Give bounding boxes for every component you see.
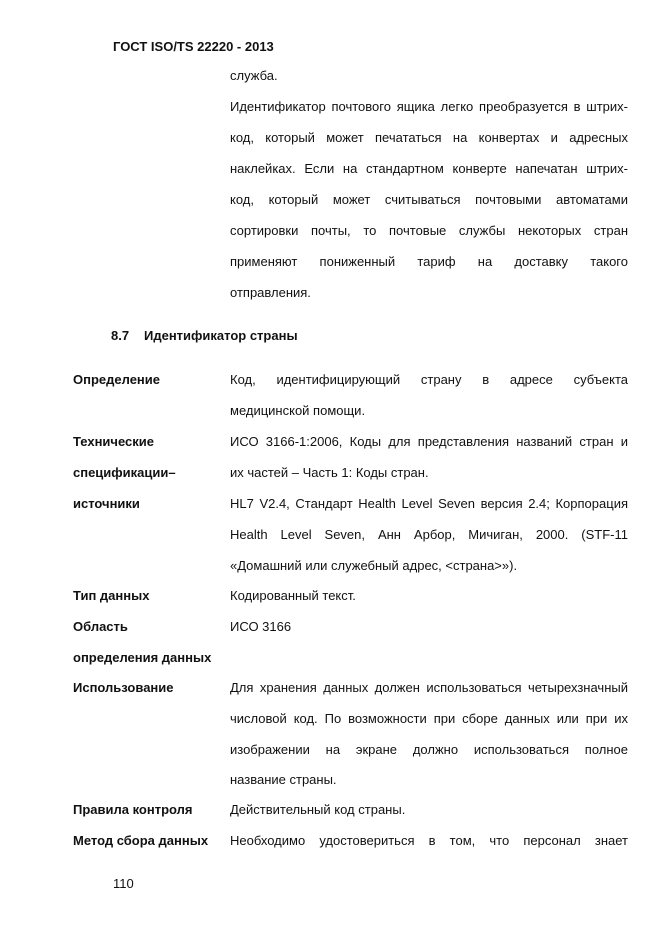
usage-line: Для хранения данных должен использоваться четырехзначный xyxy=(230,680,628,695)
intro-line: наклейках. Если на стандартном конверте напечатан штрих- xyxy=(230,161,628,176)
specs-line: «Домашний или служебный адрес, <страна>»). xyxy=(230,558,518,573)
usage-label: Использование xyxy=(73,680,174,695)
collection-label: Метод сбора данных xyxy=(73,833,209,848)
domain-label-line: Область xyxy=(73,619,128,634)
intro-line: применяют пониженный тариф на доставку такого xyxy=(230,254,628,269)
intro-line: отправления. xyxy=(230,285,311,300)
datatype-value: Кодированный текст. xyxy=(230,588,356,603)
usage-line: название страны. xyxy=(230,772,337,787)
specs-label-line: источники xyxy=(73,496,140,511)
collection-line: Необходимо удостовериться в том, что персонал знает xyxy=(230,833,628,848)
intro-line: служба. xyxy=(230,68,278,83)
section-number: 8.7 xyxy=(111,328,130,343)
specs-line: Health Level Seven, Анн Арбор, Мичиган, 2000. (STF-11 xyxy=(230,527,628,542)
intro-line: код, который может считываться почтовыми автоматами xyxy=(230,192,628,207)
domain-value: ИСО 3166 xyxy=(230,619,292,634)
definition-label: Определение xyxy=(73,372,161,387)
domain-label-line: определения данных xyxy=(73,650,212,665)
specs-label-line: спецификации– xyxy=(73,465,176,480)
section-title: Идентификатор страны xyxy=(144,328,298,343)
datatype-label: Тип данных xyxy=(73,588,150,603)
specs-line: их частей – Часть 1: Коды стран. xyxy=(230,465,429,480)
usage-line: изображении на экране должно использоваться полное xyxy=(230,742,628,757)
usage-line: числовой код. По возможности при сборе данных или при их xyxy=(230,711,628,726)
definition-line: Код, идентифицирующий страну в адресе субъекта xyxy=(230,372,628,387)
specs-line: ИСО 3166-1:2006, Коды для представления названий стран и xyxy=(230,434,628,449)
page-number: 110 xyxy=(113,876,134,891)
specs-label-line: Технические xyxy=(73,434,154,449)
intro-line: Идентификатор почтового ящика легко преобразуется в штрих- xyxy=(230,99,628,114)
validation-label: Правила контроля xyxy=(73,802,193,817)
intro-line: сортировки почты, то почтовые службы некоторых стран xyxy=(230,223,628,238)
document-header: ГОСТ ISO/TS 22220 - 2013 xyxy=(113,39,274,54)
specs-line: HL7 V2.4, Стандарт Health Level Seven версия 2.4; Корпорация xyxy=(230,496,628,511)
validation-value: Действительный код страны. xyxy=(230,802,406,817)
intro-line: код, который может печататься на конвертах и адресных xyxy=(230,130,628,145)
definition-line: медицинской помощи. xyxy=(230,403,366,418)
